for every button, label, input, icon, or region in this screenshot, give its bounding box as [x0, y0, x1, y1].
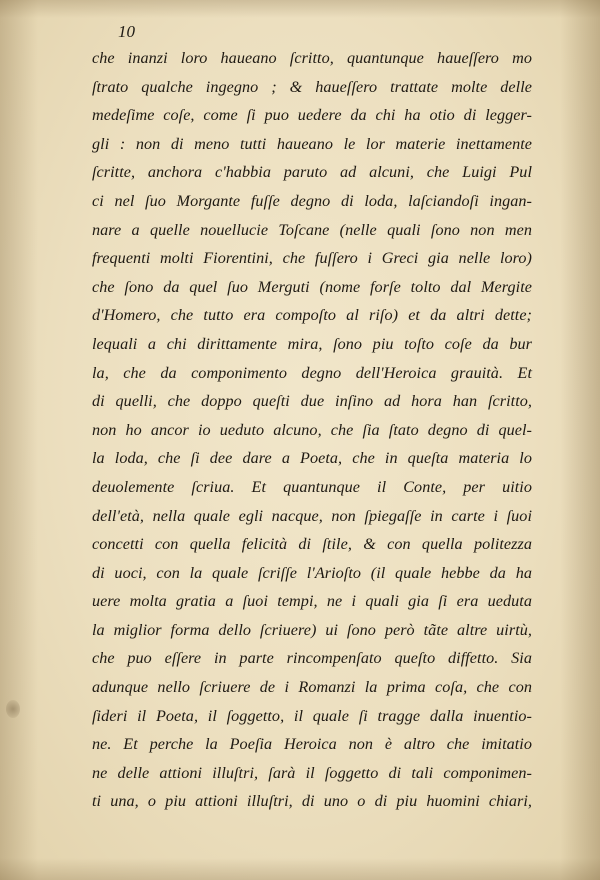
body-text — [92, 44, 532, 816]
text-line: uere molta gratia a ſuoi tempi, ne i quali gia ſi era ueduta — [92, 592, 532, 611]
text-line: ſideri il Poeta, il ſoggetto, il quale ſi tragge dalla inuentio- — [92, 706, 532, 725]
text-line: adunque nello ſcriuere de i Romanzi la prima coſa, che con — [92, 678, 532, 697]
text-line: che puo eſſere in parte rincompenſato queſto diffetto. Sia — [92, 649, 532, 668]
text-line: lequali a chi dirittamente mira, ſono piu toſto coſe da bur — [92, 334, 532, 353]
text-line: non ho ancor io ueduto alcuno, che ſia ſtato degno di quel- — [92, 420, 532, 439]
text-line: la loda, che ſi dee dare a Poeta, che in queſta materia lo — [92, 449, 532, 468]
text-line: deuolemente ſcriua. Et quantunque il Conte, per uitio — [92, 477, 532, 496]
text-line: d'Homero, che tutto era compoſto al riſo) et da altri dette; — [92, 306, 532, 325]
text-line: gli : non di meno tutti haueano le lor materie inettamente — [92, 134, 532, 153]
text-line: ci nel ſuo Morgante fuſſe degno di loda, laſciandoſi ingan- — [92, 191, 532, 210]
text-line: che ſono da quel ſuo Merguti (nome forſe tolto dal Mergite — [92, 277, 532, 296]
text-line: dell'età, nella quale egli nacque, non ſpiegaſſe in carte i ſuoi — [92, 506, 532, 525]
text-line: ſtrato qualche ingegno ; & haueſſero trattate molte delle — [92, 77, 532, 96]
text-line: frequenti molti Fiorentini, che fuſſero i Greci gia nelle loro) — [92, 249, 532, 268]
page-edge-shadow-bottom — [0, 858, 600, 880]
text-line: nare a quelle nouellucie Toſcane (nelle quali ſono non men — [92, 220, 532, 239]
page-number: 10 — [118, 22, 135, 41]
text-line: che inanzi loro haueano ſcritto, quantunque haueſſero mo — [92, 49, 532, 67]
text-line: ne delle attioni illuſtri, ſarà il ſoggetto di tali componimen- — [92, 763, 532, 782]
text-line: di uoci, con la quale ſcriſſe l'Arioſto (il quale hebbe da ha — [92, 563, 532, 582]
page-edge-shadow-right — [560, 0, 600, 880]
text-line: concetti con quella felicità di ſtile, & con quella politezza — [92, 535, 532, 554]
text-line: di quelli, che doppo queſti due inſino ad hora han ſcritto, — [92, 392, 532, 411]
text-line: medeſime coſe, come ſi puo uedere da chi ha otio di legger- — [92, 106, 532, 125]
text-line: ne. Et perche la Poeſia Heroica non è altro che imitatio — [92, 735, 532, 754]
text-line: la, che da componimento degno dell'Heroica grauità. Et — [92, 363, 532, 382]
page-edge-shadow-left — [0, 0, 38, 880]
page-edge-shadow-top — [0, 0, 600, 18]
text-line: ti una, o piu attioni illuſtri, di uno o di piu huomini chiari, — [92, 792, 532, 811]
text-line: la miglior forma dello ſcriuere) ui ſono però tãte altre uirtù, — [92, 620, 532, 639]
text-line: ſcritte, anchora c'habbia paruto ad alcuni, che Luigi Pul — [92, 163, 532, 182]
paper-stain — [6, 700, 20, 718]
